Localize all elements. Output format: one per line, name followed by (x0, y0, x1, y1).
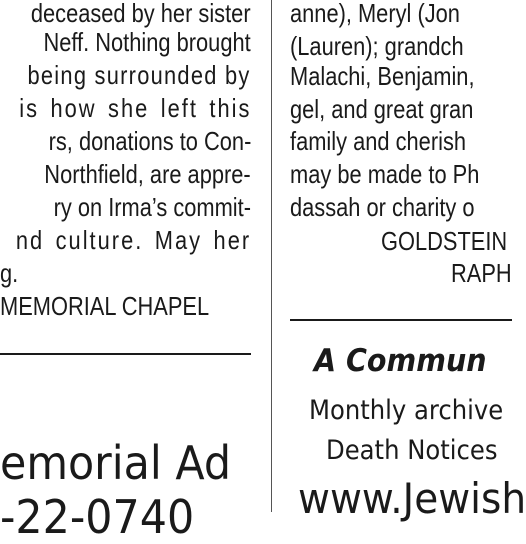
obituary-line: nd culture. May her (15, 225, 251, 255)
obituary-line: being surrounded by (27, 60, 251, 90)
chapel-name: MEMORIAL CHAPEL (0, 291, 210, 321)
obituary-line: rs, donations to Con- (48, 126, 251, 156)
family-name: GOLDSTEIN (381, 226, 508, 256)
column-divider (271, 0, 272, 512)
obituary-line: is how she left this (18, 93, 251, 123)
memorial-ad-phone: -22-0740 (0, 490, 195, 544)
family-name: RAPH (451, 258, 512, 288)
obituary-line: Neff. Nothing brought (43, 27, 251, 57)
obituary-line: anne), Meryl (Jon (290, 0, 460, 28)
obituary-line: dassah or charity o (290, 192, 475, 222)
obituary-line: g. (0, 258, 19, 288)
obituary-line: gel, and great gran (290, 94, 474, 124)
section-divider (290, 319, 512, 321)
obituary-line: may be made to Ph (290, 159, 480, 189)
community-line: Monthly archive (309, 395, 504, 426)
obituary-line: family and cherish (290, 126, 467, 156)
community-heading: A Commun (314, 343, 487, 379)
section-divider (0, 353, 251, 355)
obituary-line: (Lauren); grandch (290, 31, 464, 61)
obituary-line: deceased by her sister (31, 0, 251, 28)
community-line: Death Notices (326, 435, 498, 466)
obituary-line: Malachi, Benjamin, (290, 61, 475, 91)
obituary-line: Northfield, are appre- (44, 159, 251, 189)
website-link[interactable]: www.Jewish (298, 474, 526, 523)
obituary-line: ry on Irma’s commit- (53, 192, 251, 222)
memorial-ad-title: emorial Ad (0, 436, 232, 490)
